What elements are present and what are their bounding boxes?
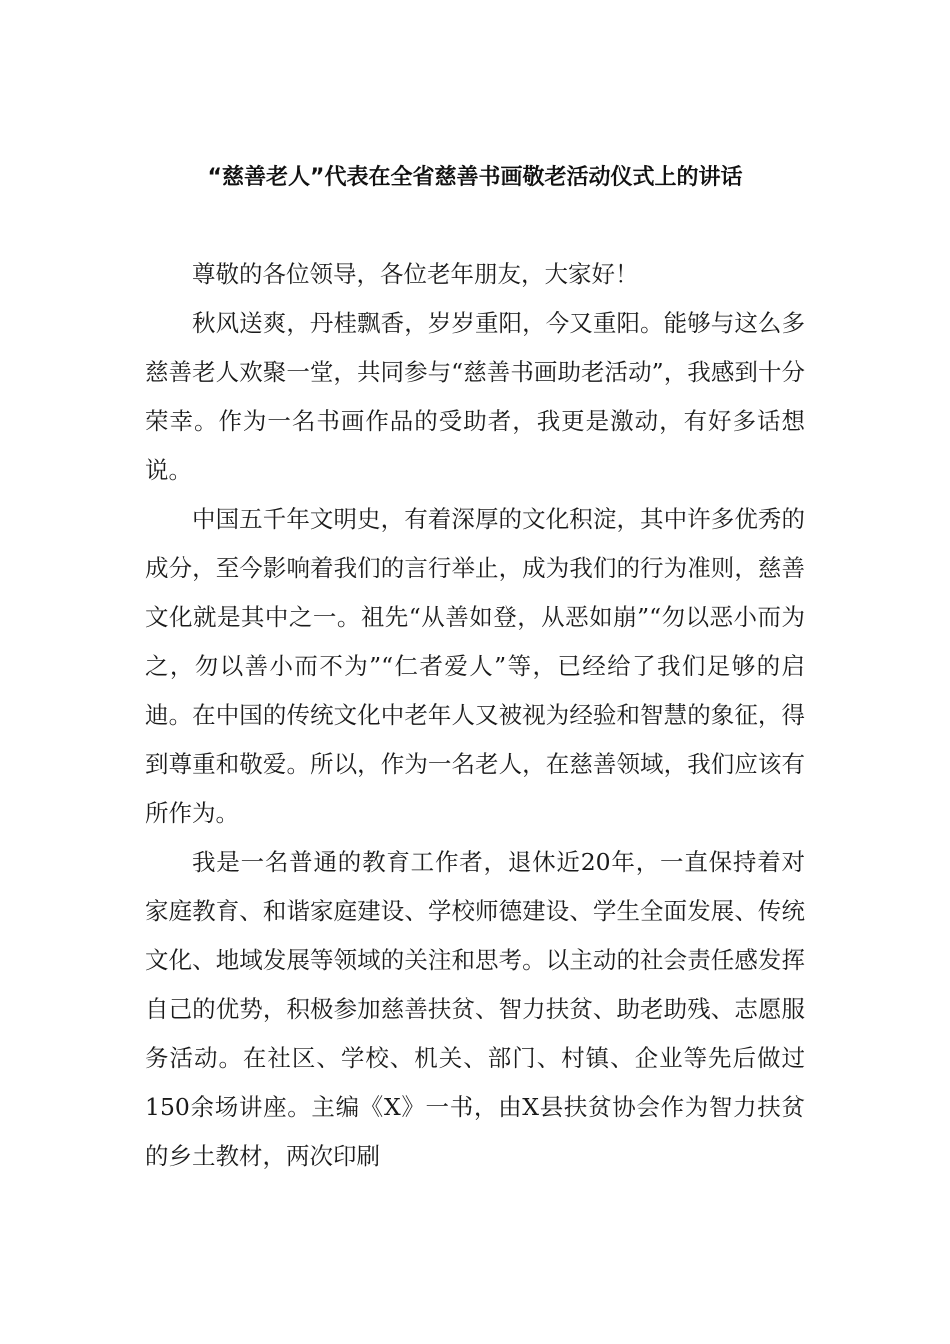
- paragraph-opening: 秋风送爽，丹桂飘香，岁岁重阳，今又重阳。能够与这么多慈善老人欢聚一堂，共同参与“慈善书画助老活动”，我感到十分荣幸。作为一名书画作品的受助者，我更是激动，有好多话想说。: [145, 309, 805, 484]
- paragraph-greeting: 尊敬的各位领导，各位老年朋友，大家好！: [192, 260, 639, 288]
- paragraph-personal: 我是一名普通的教育工作者，退休近20年，一直保持着对家庭教育、和谐家庭建设、学校师德建设、学生全面发展、传统文化、地域发展等领域的关注和思考。以主动的社会责任感发挥自己的优势，积极参加慈善扶贫、智力扶贫、助老助残、志愿服务活动。在社区、学校、机关、部门、村镇、企业等先后做过150余场讲座。主编《X》一书，由X县扶贫协会作为智力扶贫的乡土教材，两次印刷: [145, 848, 805, 1170]
- paragraph-culture: 中国五千年文明史，有着深厚的文化积淀，其中许多优秀的成分，至今影响着我们的言行举止，成为我们的行为准则，慈善文化就是其中之一。祖先“从善如登，从恶如崩”“勿以恶小而为之，勿以善小而不为”“仁者爱人”等，已经给了我们足够的启迪。在中国的传统文化中老年人又被视为经验和智慧的象征，得到尊重和敬爱。所以，作为一名老人，在慈善领域，我们应该有所作为。: [145, 505, 805, 827]
- document-title: “慈善老人”代表在全省慈善书画敬老活动仪式上的讲话: [207, 165, 743, 190]
- document-body: [145, 250, 805, 1181]
